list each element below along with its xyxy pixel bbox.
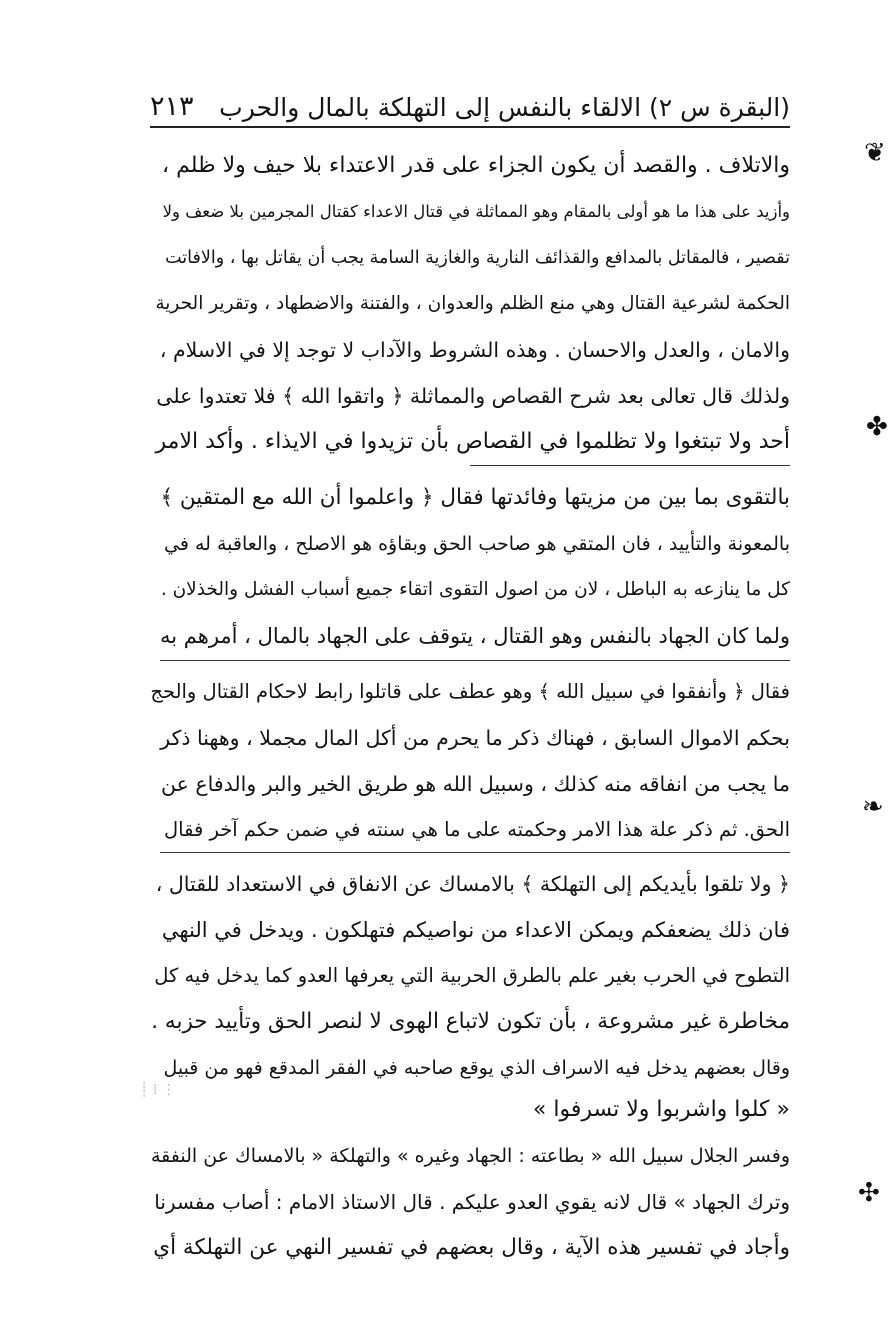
text-line: الحكمة لشرعية القتال وهي منع الظلم والعدوان ، والفتنة والاضطهاد ، وتقرير الحرية: [155, 293, 790, 314]
section-divider: [160, 852, 790, 853]
text-line: وفسر الجلال سبيل الله « بطاعته : الجهاد وغيره » والتهلكة « بالامساك عن النفقة: [150, 1145, 790, 1167]
running-header: [150, 78, 790, 128]
page-number: ٢١٣: [150, 91, 194, 122]
print-smudge: ┊ ⁞ ⋮: [140, 1082, 176, 1098]
text-line: الحق. ثم ذكر علة هذا الامر وحكمته على ما هي سنته في ضمن حكم آخر فقال: [164, 818, 790, 841]
text-line: تقصير ، فالمقاتل بالمدافع والقذائف النارية والغازية السامة يجب أن يقاتل بها ، والافاتت: [165, 248, 790, 268]
text-line: وأجاد في تفسير هذه الآية ، وقال بعضهم في تفسير النهي عن التهلكة أي: [153, 1235, 790, 1260]
text-line: مخاطرة غير مشروعة ، بأن تكون لاتباع الهوى لا لنصر الحق وتأييد حزبه .: [151, 1009, 790, 1034]
text-line: بالمعونة والتأييد ، فان المتقي هو صاحب الحق وبقاؤه هو الاصلح ، والعاقبة له في: [163, 533, 790, 555]
text-line: وقال بعضهم يدخل فيه الاسراف الذي يوقع صاحبه في الفقر المدقع فهو من قبيل: [163, 1057, 790, 1079]
text-line: ولذلك قال تعالى بعد شرح القصاص والمماثلة ﴿ واتقوا الله ﴾ فلا تعتدوا على: [156, 384, 790, 408]
text-line: بالتقوى بما بين من مزيتها وفائدتها فقال ﴿ واعلموا أن الله مع المتقين ﴾: [160, 485, 790, 510]
text-line: « كلوا واشربوا ولا تسرفوا »: [532, 1097, 790, 1122]
text-line: التطوح في الحرب بغير علم بالطرق الحربية التي يعرفها العدو كما يدخل فيه كل: [154, 964, 790, 987]
text-line: وأزيد على هذا ما هو أولى بالمقام وهو المماثلة في قتال الاعداء كقتال المجرمين بلا ضعف ولا: [162, 202, 790, 221]
text-line: فان ذلك يضعفكم ويمكن الاعداء من نواصيكم فتهلكون . ويدخل في النهي: [161, 918, 790, 942]
text-line: كل ما ينازعه به الباطل ، لان من اصول التقوى اتقاء جميع أسباب الفشل والخذلان .: [160, 579, 790, 600]
margin-ornament-icon: ❦: [864, 138, 886, 168]
margin-ornament-icon: ✤: [866, 412, 888, 442]
margin-ornament-icon: ❧: [862, 792, 884, 822]
section-divider: [160, 660, 790, 661]
text-line: بحكم الاموال السابق ، فهناك ذكر ما يحرم من أكل المال مجملا ، وههنا ذكر: [160, 726, 790, 750]
text-line: أحد ولا تبتغوا ولا تظلموا في القصاص بأن تزيدوا في الايذاء . وأكد الامر: [155, 429, 790, 454]
text-line: ﴿ ولا تلقوا بأيديكم إلى التهلكة ﴾ بالامساك عن الانفاق في الاستعداد للقتال ،: [155, 872, 790, 896]
text-line: والاتلاف . والقصد أن يكون الجزاء على قدر الاعتداء بلا حيف ولا ظلم ،: [162, 153, 790, 178]
text-line: فقال ﴿ وأنفقوا في سبيل الله ﴾ وهو عطف على قاتلوا رابط لاحكام القتال والحج: [150, 680, 790, 703]
text-line: ما يجب من انفاقه منه كذلك ، وسبيل الله هو طريق الخير والبر والدفاع عن: [161, 772, 790, 796]
text-line: ولما كان الجهاد بالنفس وهو القتال ، يتوقف على الجهاد بالمال ، أمرهم به: [159, 624, 790, 648]
text-line: والامان ، والعدل والاحسان . وهذه الشروط والآداب لا توجد إلا في الاسلام ،: [159, 338, 790, 362]
margin-ornament-icon: ✣: [858, 1178, 880, 1208]
header-title: (البقرة س ٢) الالقاء بالنفس إلى التهلكة بالمال والحرب: [219, 93, 790, 122]
text-line: وترك الجهاد » قال لانه يقوي العدو عليكم . قال الاستاذ الامام : أصاب مفسرنا: [154, 1190, 790, 1214]
section-divider: [470, 465, 790, 466]
